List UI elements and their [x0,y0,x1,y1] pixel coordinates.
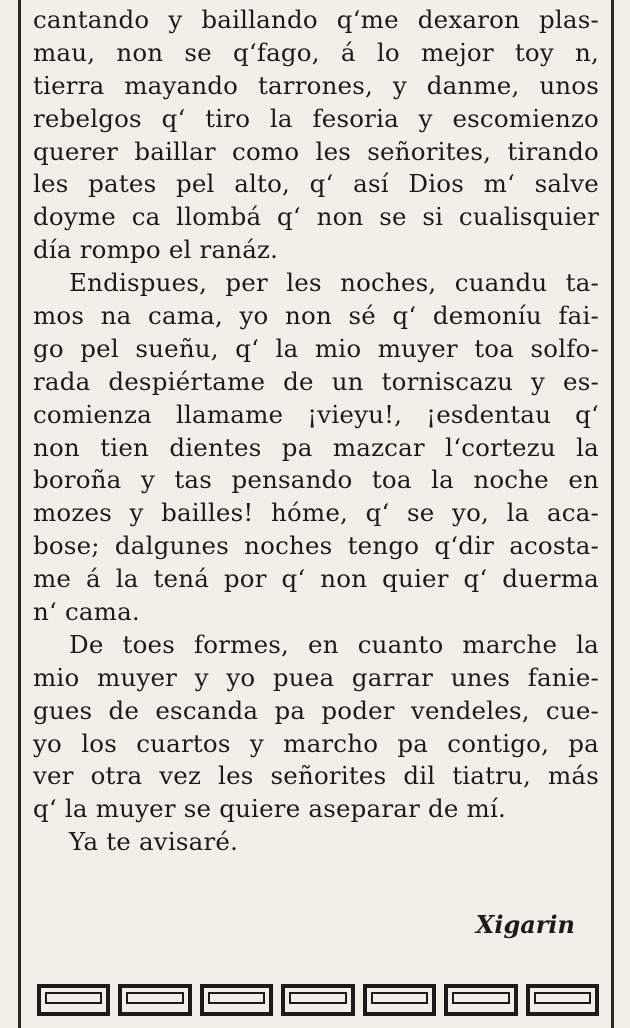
border-ornament [526,984,599,1016]
text-line: n‘ cama. [33,597,140,627]
text-line: Endispues, per les noches, cuandu ta- [69,268,599,298]
text-line: tierra mayando tarrones, y danme, unos [33,70,599,100]
text-line: boroña y tas pensando toa la noche en [33,465,599,495]
text-line: go pel sueñu, q‘ la mio muyer toa solfo- [33,333,599,363]
text-line: mozes y bailles! hóme, q‘ se yo, la aca- [33,498,599,528]
text-line: les pates pel alto, q‘ así Dios m‘ salve [33,169,599,199]
body-text [33,4,599,859]
text-line: ver otra vez les señorites dil tiatru, más [33,761,599,791]
text-line: querer baillar como les señorites, tirando [33,136,599,166]
text-line: cantando y baillando q‘me dexaron plas- [33,5,599,34]
text-line: me á la tená por q‘ non quier q‘ duerma [33,564,599,594]
text-line: Ya te avisaré. [69,827,239,857]
text-line: q‘ la muyer se quiere aseparar de mí. [33,794,507,824]
text-line: doyme ca llombá q‘ non se si cualisquier [33,202,599,232]
border-ornament [444,984,517,1016]
border-ornament [363,984,436,1016]
text-line: yo los cuartos y marcho pa contigo, pa [33,728,599,758]
text-line: mio muyer y yo puea garrar unes fanie- [33,662,599,692]
text-line: rada despiértame de un torniscazu y es- [33,366,599,396]
text-line: mau, non se q‘fago, á lo mejor toy n, [33,37,599,67]
text-line: bose; dalgunes noches tengo q‘dir acosta- [33,531,599,561]
border-ornament [281,984,354,1016]
text-line: rebelgos q‘ tiro la fesoria y escomienzo [33,103,599,133]
text-line: non tien dientes pa mazcar l‘cortezu la [33,432,599,462]
border-ornament [200,984,273,1016]
signature: Xigarin [475,910,575,939]
text-line: gues de escanda pa poder vendeles, cue- [33,695,599,725]
text-line: comienza llamame ¡vieyu!, ¡esdentau q‘ [33,399,599,429]
border-ornament [118,984,191,1016]
text-line: día rompo el ranáz. [33,235,279,265]
text-line: mos na cama, yo non sé q‘ demoníu fai- [33,301,599,331]
text-column [18,0,614,1028]
border-ornament [37,984,110,1016]
text-line: De toes formes, en cuanto marche la [69,629,599,659]
decorative-border [37,984,599,1016]
